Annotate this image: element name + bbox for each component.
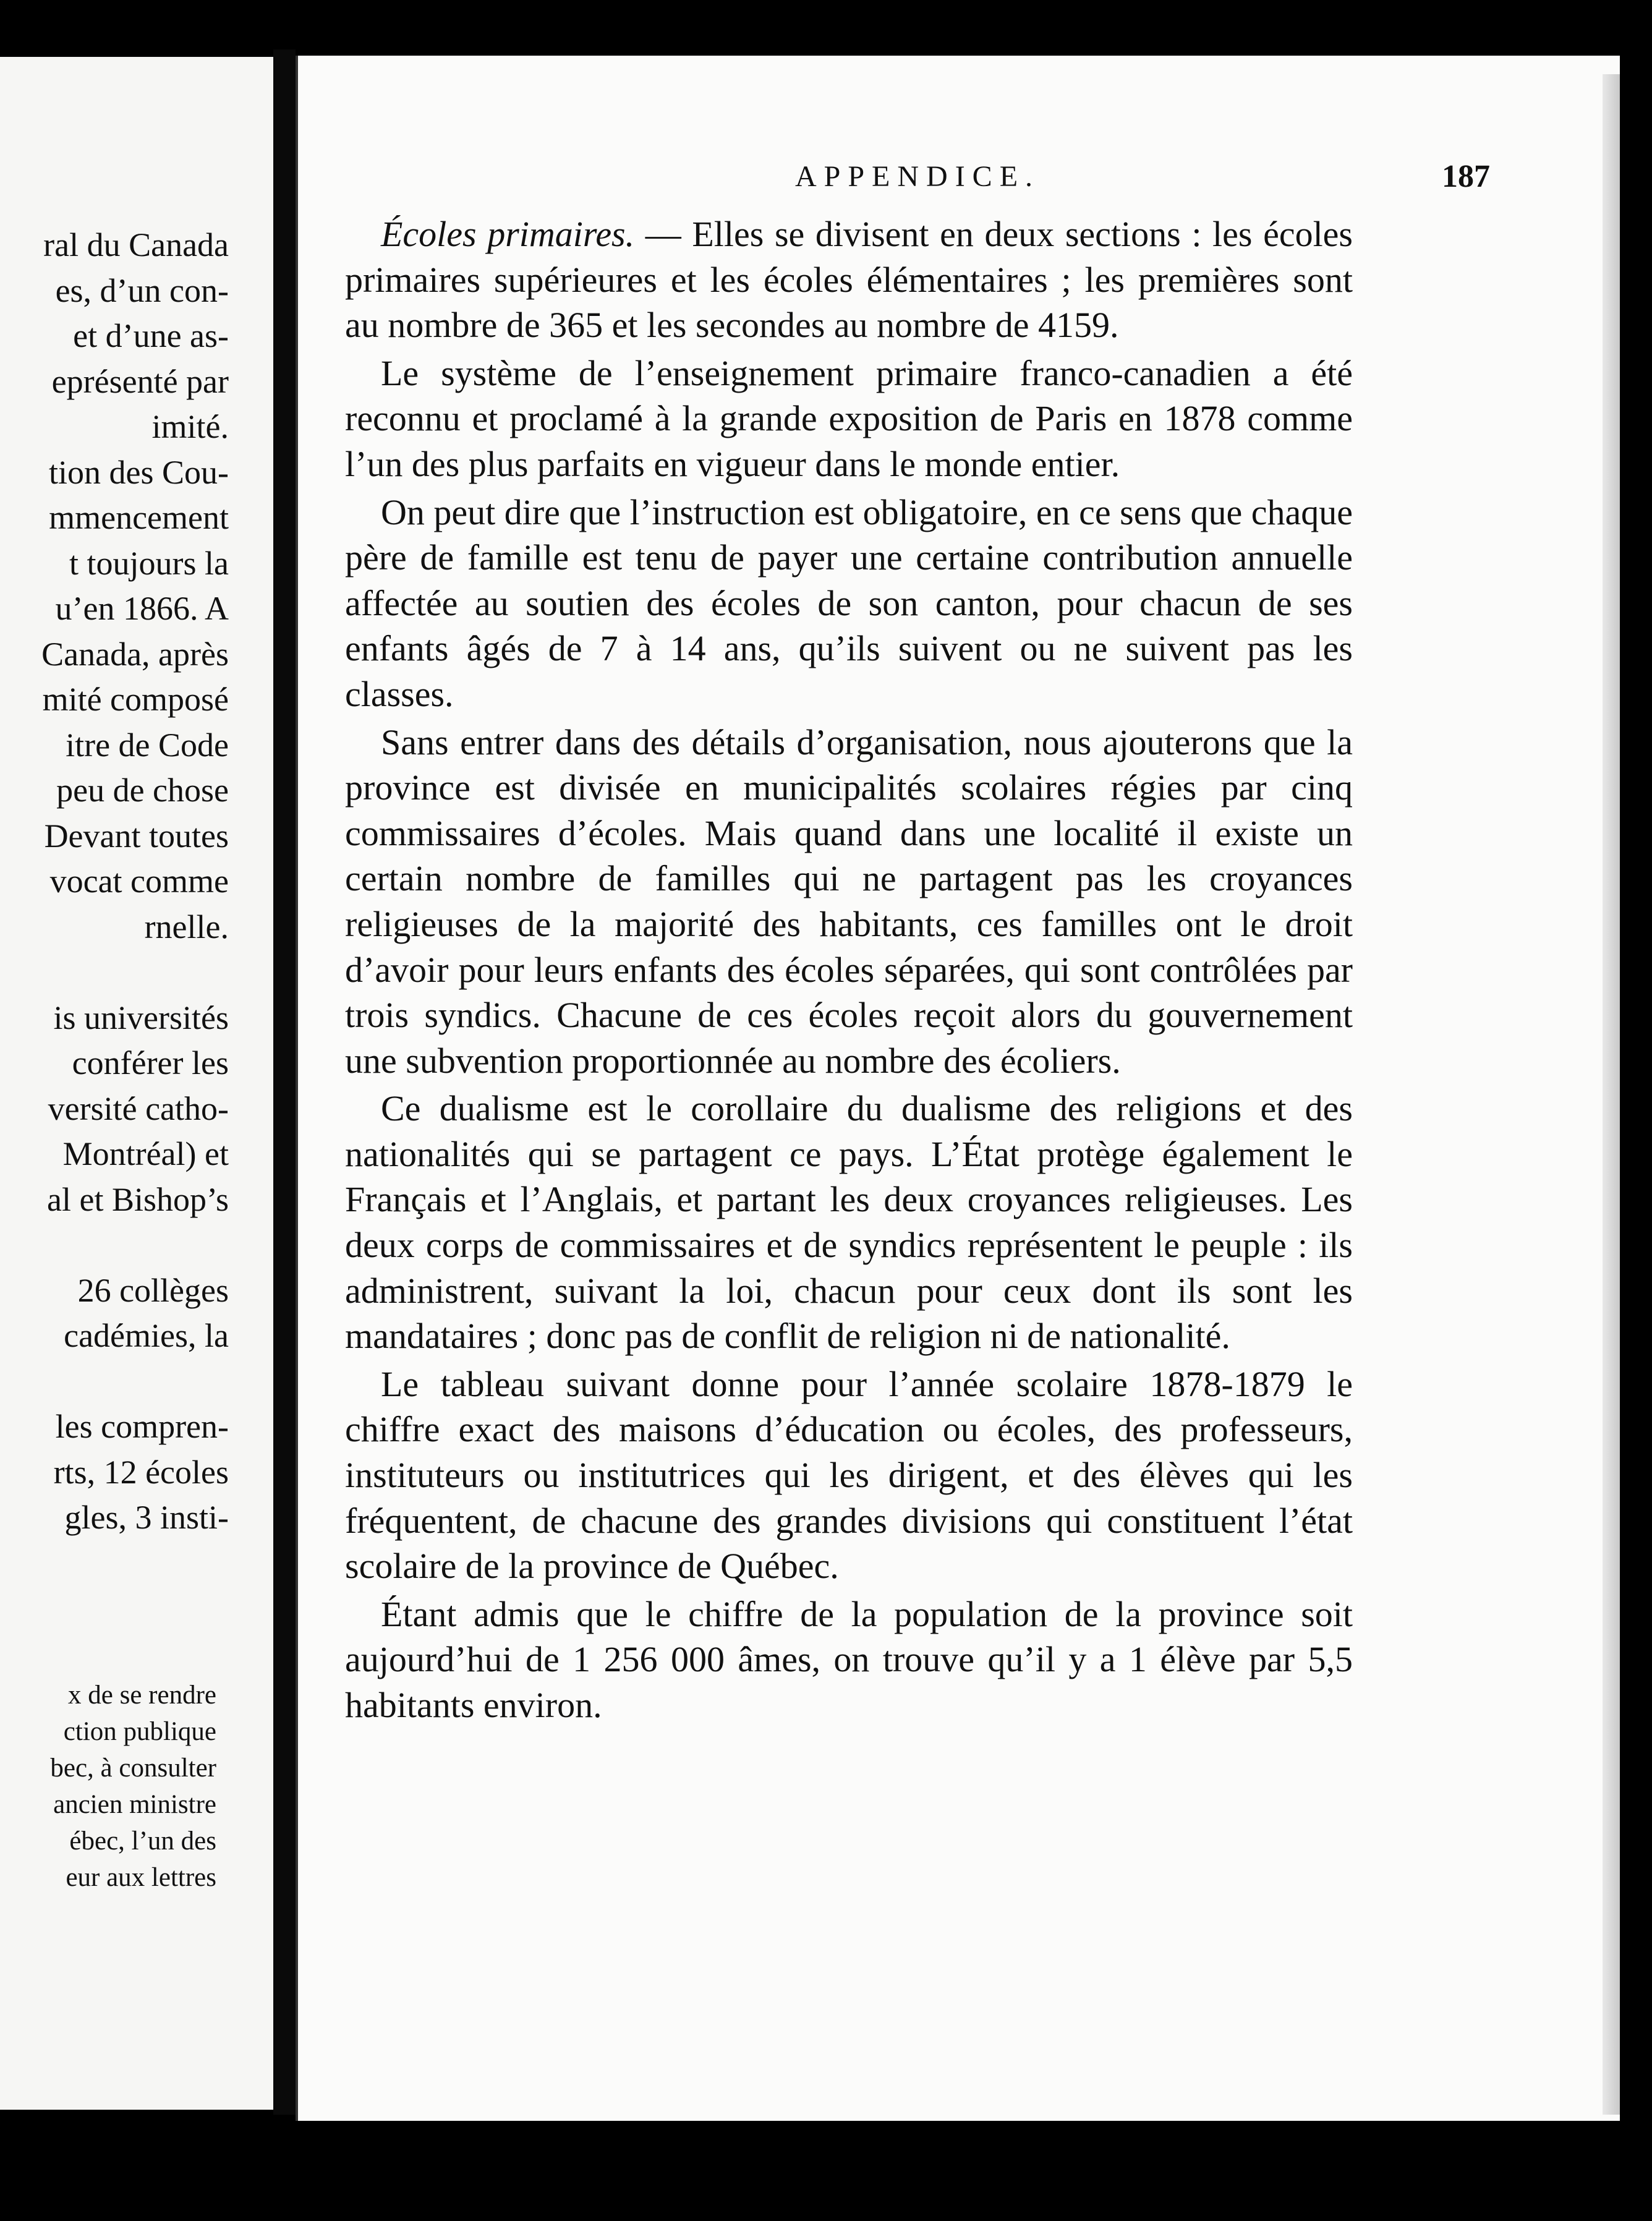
left-page-fragment [0,57,273,2110]
left-page-line: rts, 12 écoles [53,1453,229,1491]
left-page-line: et d’une as- [73,317,229,354]
left-page-line: les compren- [55,1408,229,1445]
right-page [296,56,1620,2121]
paragraph-instruction: On peut dire que l’instruction est obligatoire, en ce sens que chaque père de famille est tenu de payer une certaine contribution annuelle affectée au soutien des écoles de son canton, pour chacun de ses enfants âgés de 7 à 14 ans, qu’ils suivent ou ne suivent pas les classes. [345,492,1353,714]
left-page-line: conférer les [72,1044,229,1081]
left-page-footnote-line: ébec, l’un des [69,1827,216,1856]
left-page-line: is universités [53,999,229,1036]
left-page-line: imité. [151,408,229,445]
paragraph-tableau: Le tableau suivant donne pour l’année scolaire 1878-1879 le chiffre exact des maisons d’éducation ou écoles, des professeurs, instituteurs ou institutrices qui les dirigent, et des élèves qui les fréquentent, de chacune des grandes divisions qui constituent l’état scolaire de la province de Québec. [345,1363,1353,1587]
paragraph-text: — Elles se divisent en deux sections : les écoles primaires supérieures et les écoles élémentaires ; les premières sont au nombre de 365 et les secondes au nombre de 4159. [345,214,1353,346]
left-page-footnote-line: ction publique [63,1717,216,1746]
left-page-line: tion des Cou- [49,453,229,491]
left-page-footnote-line: ancien ministre [53,1790,216,1819]
left-page-line: t toujours la [69,544,229,582]
left-page-line: mmencement [49,499,229,536]
left-page-footnotes [0,1677,273,1896]
left-page-line: Devant toutes [44,817,229,855]
paragraph-systeme: Le système de l’enseignement primaire franco-canadien a été reconnu et proclamé à la grande exposition de Paris en 1878 comme l’un des plus parfaits en vigueur dans le monde entier. [345,352,1353,484]
left-page-footnote-line: x de se rendre [68,1681,216,1710]
running-head: APPENDICE. [794,160,1041,193]
paragraph-dualisme: Ce dualisme est le corollaire du dualisme des religions et des nationalités qui se partagent ce pays. L’État protège également le Français et l’Anglais, et partant les deux croyances religieuses. Les deux corps de commissaires et de syndics représentent le peuple : ils administrent, suivant la loi, chacun pour ceux dont ils sont les mandataires ; donc pas de conflit de religion ni de nationalité. [345,1088,1353,1357]
left-page-line: gles, 3 insti- [64,1499,229,1536]
paragraph-population: Étant admis que le chiffre de la population de la province soit aujourd’hui de 1 256 000 âmes, on trouve qu’il y a 1 élève par 5,5 habitants environ. [345,1593,1353,1725]
paragraph-ecoles-primaires [345,211,1353,348]
left-page-line: cadémies, la [64,1317,229,1354]
left-page-line: peu de chose [56,772,229,809]
left-page-line: 26 collèges [77,1271,229,1309]
paragraph-organisation: Sans entrer dans des détails d’organisation, nous ajouterons que la province est divisée en municipalités scolaires régies par cinq commissaires d’écoles. Mais quand dans une localité il existe un certain nombre de familles qui ne partagent pas les croyances religieuses de la majorité des habitants, ces familles ont le droit d’avoir pour leurs enfants des écoles séparées, qui sont contrôlées par trois syndics. Chacune de ces écoles reçoit alors du gouvernement une subvention proportionnée au nombre des écoliers. [345,722,1353,1081]
left-page-line: Montréal) et [62,1135,229,1172]
left-page-line: Canada, après [41,635,229,673]
left-page-line [0,1222,273,1268]
left-page-line: mité composé [42,681,229,718]
page-header [298,152,1620,202]
page-number: 187 [1442,159,1490,194]
left-page-line: es, d’un con- [55,271,229,309]
section-heading: Écoles primaires. [381,214,635,254]
left-page-line [0,1359,273,1405]
left-page-line: rnelle. [144,908,229,945]
left-page-line: vocat comme [49,863,229,900]
left-page-line: eprésenté par [51,362,229,400]
left-page-line [0,950,273,995]
book-gutter [273,49,296,2115]
left-page-line: u’en 1866. A [55,590,229,627]
left-page-footnote-line: bec, à consulter [50,1754,216,1783]
left-page-line: al et Bishop’s [47,1180,229,1218]
left-page-text [0,223,273,1541]
left-page-line: itre de Code [66,726,229,764]
page-body [345,211,1353,1728]
left-page-line: ral du Canada [43,226,229,263]
left-page-line: versité catho- [48,1089,229,1127]
left-page-footnote-line: eur aux lettres [66,1863,216,1892]
